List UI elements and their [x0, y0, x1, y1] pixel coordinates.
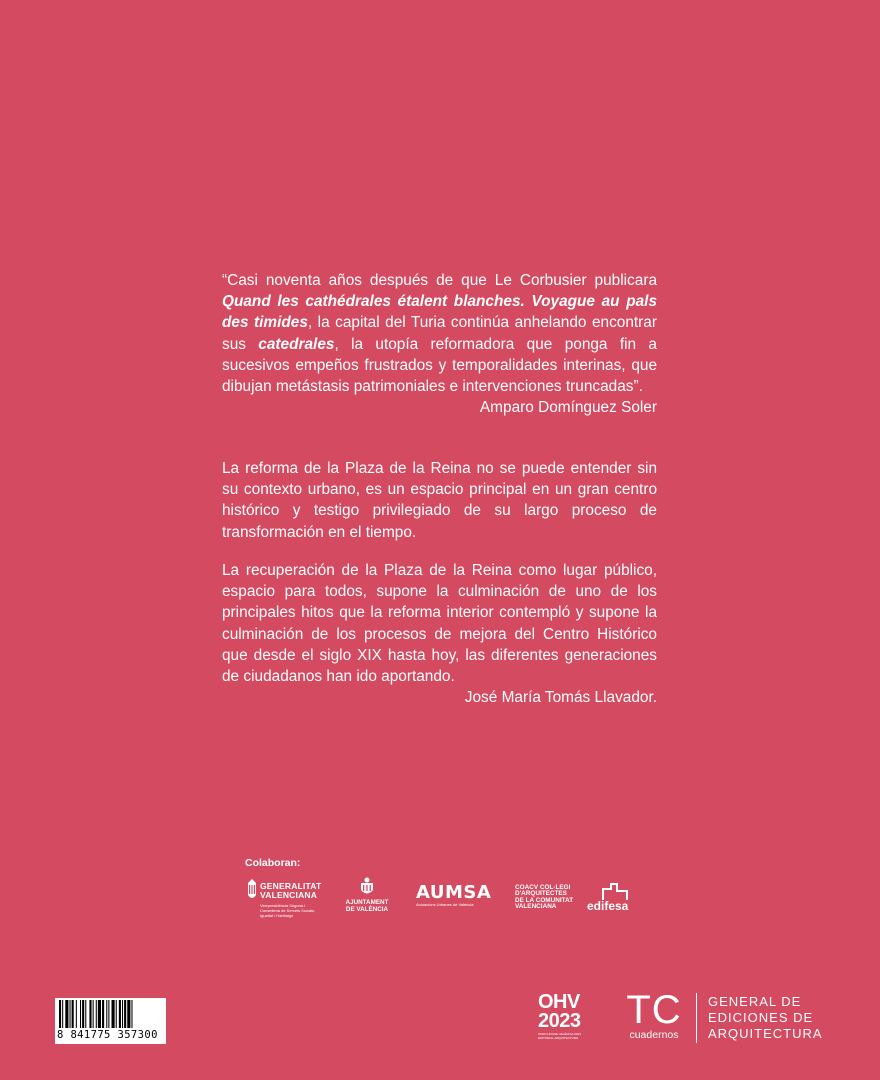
para2-author: José María Tomás Llavador.: [464, 689, 657, 707]
ohv-2023-logo: OHV 2023 OPEN HOUSE VALÈNCIA 2023 EDITORIAL ARQUITECTURA: [538, 991, 581, 1040]
gv-crest-icon: [246, 879, 258, 905]
quote-block: [222, 270, 657, 418]
quote-mid: , la capital del Turia continúa anhelando encontrar sus: [222, 314, 657, 353]
publisher-name: GENERAL DE EDICIONES DE ARQUITECTURA: [708, 994, 823, 1041]
coacv-logo: COACV COL·LEGI D'ARQUITECTES DE LA COMUNITAT VALENCIANA: [515, 884, 574, 911]
generalitat-valenciana-logo: GENERALITAT VALENCIANA Vicepresidència Segona i Conselleria de Serveis Socials, Igualtat i Habitatge: [246, 879, 324, 923]
quote-rest: , la utopía reformadora que ponga fin a sucesivos empeños frustrados y temporalidades interinas, que dibujan metástasis patrimoniales e intervenciones truncadas”.: [222, 335, 657, 396]
edifesa-logo: edifesa: [587, 883, 637, 915]
paragraph-context: La reforma de la Plaza de la Reina no se puede entender sin su contexto urbano, es un espacio principal en un gran centro histórico y testigo privilegiado de su largo proceso de transformación en el tiempo.: [222, 460, 657, 541]
collaborators-label: Colaboran:: [245, 857, 301, 869]
barcode: [55, 998, 166, 1044]
barcode-bars: [55, 998, 166, 1028]
quote-author: Amparo Domínguez Soler: [479, 399, 657, 417]
ajuntament-crest-icon: [359, 877, 375, 897]
quote-catedrales: catedrales: [258, 335, 335, 353]
publisher-divider: [696, 993, 697, 1043]
tc-cuadernos-logo: TC cuadernos: [626, 988, 682, 1041]
quote-open: “Casi noventa años después de que Le Corbusier publicara: [222, 272, 657, 289]
aumsa-logo: AUMSA Actuacions Urbanes de València: [416, 882, 492, 907]
quote-book-title: Quand les cathédrales étalent blanches. Voyague au pals des timides: [222, 293, 657, 332]
ajuntament-valencia-logo: AJUNTAMENT DE VALÈNCIA: [343, 877, 391, 917]
paragraph-recovery: La recuperación de la Plaza de la Reina como lugar público, espacio para todos, supone la culminación de uno de los principales hitos que la reforma interior contempló y supone la culminación de los procesos de mejora del Centro Histórico que desde el siglo XIX hasta hoy, las diferentes generaciones de ciudadanos han ido aportando. José María Tomás Llavador.: [222, 560, 657, 708]
barcode-number: 8 841775 357300: [57, 1029, 158, 1041]
